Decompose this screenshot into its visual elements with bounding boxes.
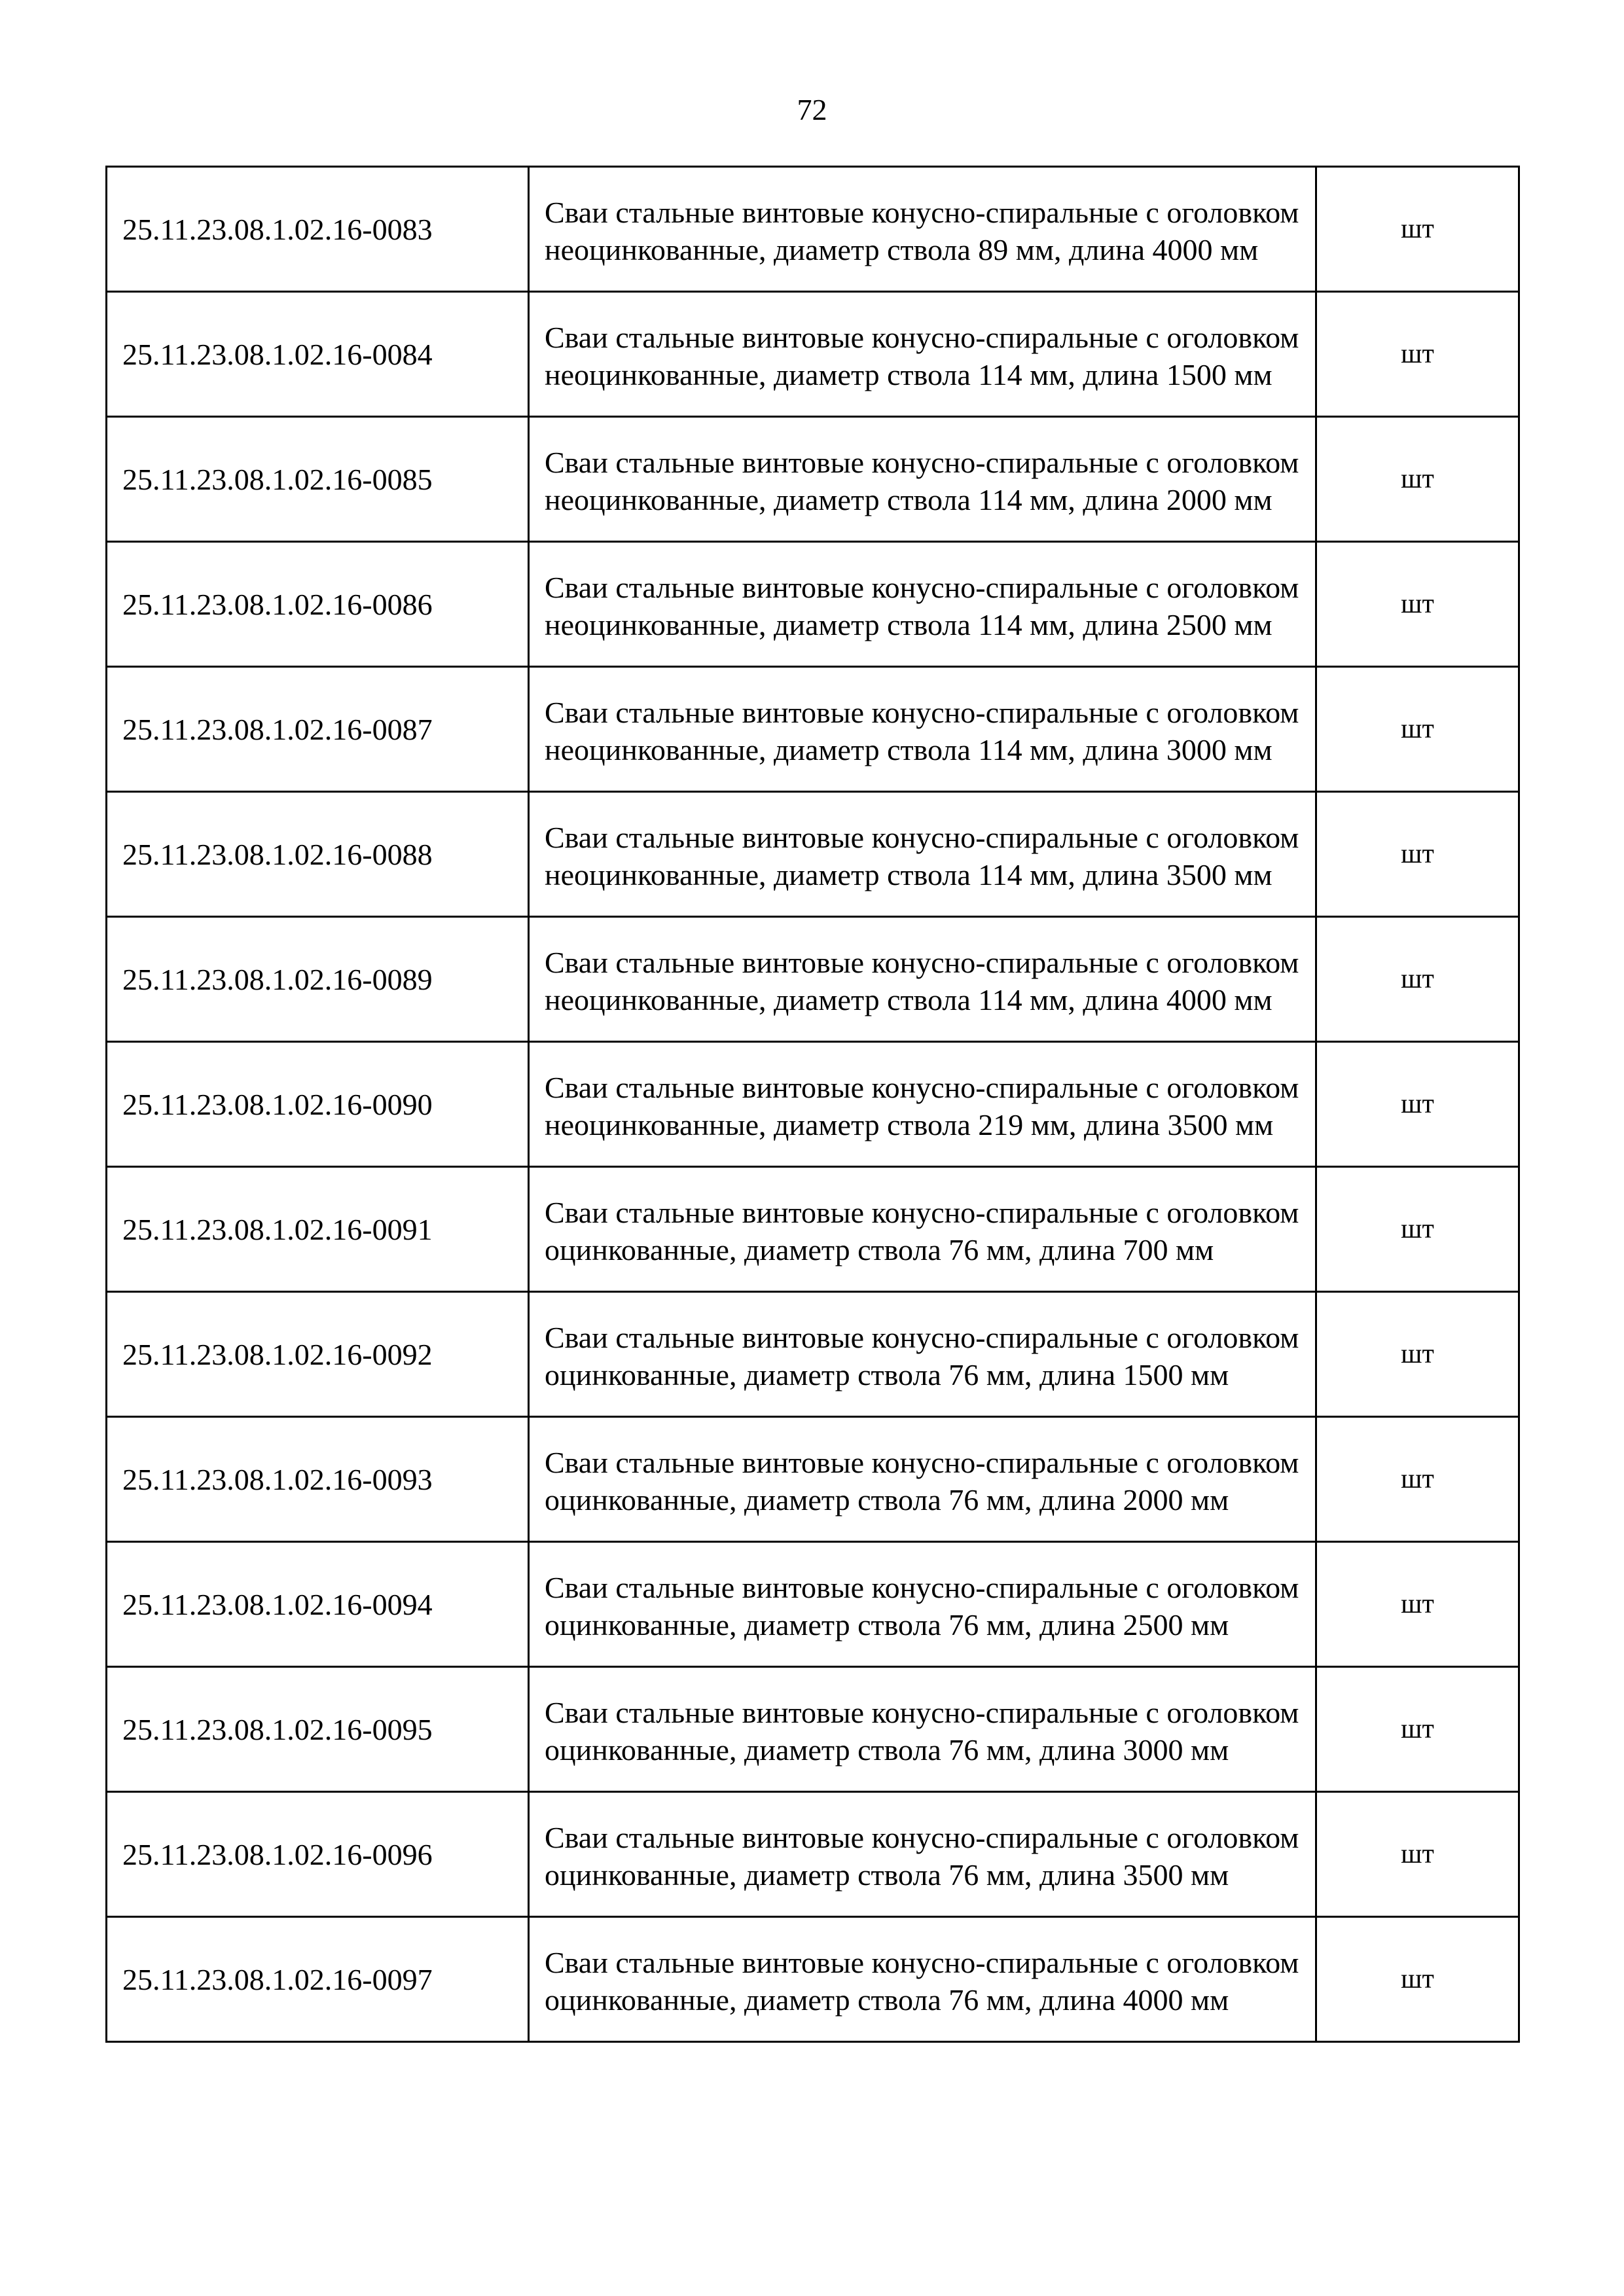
item-code: 25.11.23.08.1.02.16-0089 [107,917,529,1042]
item-name: Сваи стальные винтовые конусно-спиральные с оголовком оцинкованные, диаметр ствола 76 мм, длина 2000 мм [529,1417,1316,1542]
table-row [107,667,1519,792]
item-name: Сваи стальные винтовые конусно-спиральные с оголовком оцинкованные, диаметр ствола 76 мм, длина 4000 мм [529,1917,1316,2042]
items-table-container [105,166,1518,2043]
item-name: Сваи стальные винтовые конусно-спиральные с оголовком неоцинкованные, диаметр ствола 114 мм, длина 2500 мм [529,542,1316,667]
table-row [107,1792,1519,1917]
item-name: Сваи стальные винтовые конусно-спиральные с оголовком оцинкованные, диаметр ствола 76 мм, длина 3000 мм [529,1667,1316,1792]
table-row [107,417,1519,542]
item-code: 25.11.23.08.1.02.16-0091 [107,1167,529,1292]
item-code: 25.11.23.08.1.02.16-0090 [107,1042,529,1167]
item-name: Сваи стальные винтовые конусно-спиральные с оголовком неоцинкованные, диаметр ствола 114 мм, длина 4000 мм [529,917,1316,1042]
page-number: 72 [797,93,827,126]
item-code: 25.11.23.08.1.02.16-0092 [107,1292,529,1417]
table-row [107,1042,1519,1167]
item-code: 25.11.23.08.1.02.16-0086 [107,542,529,667]
item-unit: шт [1316,1792,1519,1917]
item-unit: шт [1316,1917,1519,2042]
item-code: 25.11.23.08.1.02.16-0093 [107,1417,529,1542]
item-unit: шт [1316,1417,1519,1542]
item-code: 25.11.23.08.1.02.16-0087 [107,667,529,792]
item-code: 25.11.23.08.1.02.16-0094 [107,1542,529,1667]
table-row [107,917,1519,1042]
item-name: Сваи стальные винтовые конусно-спиральные с оголовком неоцинкованные, диаметр ствола 114 мм, длина 2000 мм [529,417,1316,542]
table-row [107,792,1519,917]
table-row [107,1667,1519,1792]
item-name: Сваи стальные винтовые конусно-спиральные с оголовком неоцинкованные, диаметр ствола 114 мм, длина 3500 мм [529,792,1316,917]
item-unit: шт [1316,792,1519,917]
item-unit: шт [1316,1667,1519,1792]
item-unit: шт [1316,1042,1519,1167]
item-name: Сваи стальные винтовые конусно-спиральные с оголовком неоцинкованные, диаметр ствола 114 мм, длина 3000 мм [529,667,1316,792]
table-row [107,1292,1519,1417]
table-row [107,1542,1519,1667]
item-code: 25.11.23.08.1.02.16-0097 [107,1917,529,2042]
item-name: Сваи стальные винтовые конусно-спиральные с оголовком оцинкованные, диаметр ствола 76 мм, длина 3500 мм [529,1792,1316,1917]
table-row [107,1417,1519,1542]
items-table [105,166,1520,2043]
item-unit: шт [1316,917,1519,1042]
item-unit: шт [1316,1292,1519,1417]
item-code: 25.11.23.08.1.02.16-0084 [107,292,529,417]
item-code: 25.11.23.08.1.02.16-0083 [107,167,529,292]
item-unit: шт [1316,417,1519,542]
table-row [107,292,1519,417]
item-name: Сваи стальные винтовые конусно-спиральные с оголовком оцинкованные, диаметр ствола 76 мм, длина 1500 мм [529,1292,1316,1417]
item-code: 25.11.23.08.1.02.16-0096 [107,1792,529,1917]
item-unit: шт [1316,167,1519,292]
table-row [107,1917,1519,2042]
item-code: 25.11.23.08.1.02.16-0085 [107,417,529,542]
table-row [107,542,1519,667]
item-name: Сваи стальные винтовые конусно-спиральные с оголовком неоцинкованные, диаметр ствола 219 мм, длина 3500 мм [529,1042,1316,1167]
item-unit: шт [1316,1542,1519,1667]
item-name: Сваи стальные винтовые конусно-спиральные с оголовком оцинкованные, диаметр ствола 76 мм, длина 700 мм [529,1167,1316,1292]
item-name: Сваи стальные винтовые конусно-спиральные с оголовком неоцинкованные, диаметр ствола 89 мм, длина 4000 мм [529,167,1316,292]
item-code: 25.11.23.08.1.02.16-0095 [107,1667,529,1792]
item-name: Сваи стальные винтовые конусно-спиральные с оголовком неоцинкованные, диаметр ствола 114 мм, длина 1500 мм [529,292,1316,417]
item-unit: шт [1316,1167,1519,1292]
item-code: 25.11.23.08.1.02.16-0088 [107,792,529,917]
item-unit: шт [1316,542,1519,667]
table-row [107,167,1519,292]
item-name: Сваи стальные винтовые конусно-спиральные с оголовком оцинкованные, диаметр ствола 76 мм, длина 2500 мм [529,1542,1316,1667]
item-unit: шт [1316,667,1519,792]
table-row [107,1167,1519,1292]
item-unit: шт [1316,292,1519,417]
